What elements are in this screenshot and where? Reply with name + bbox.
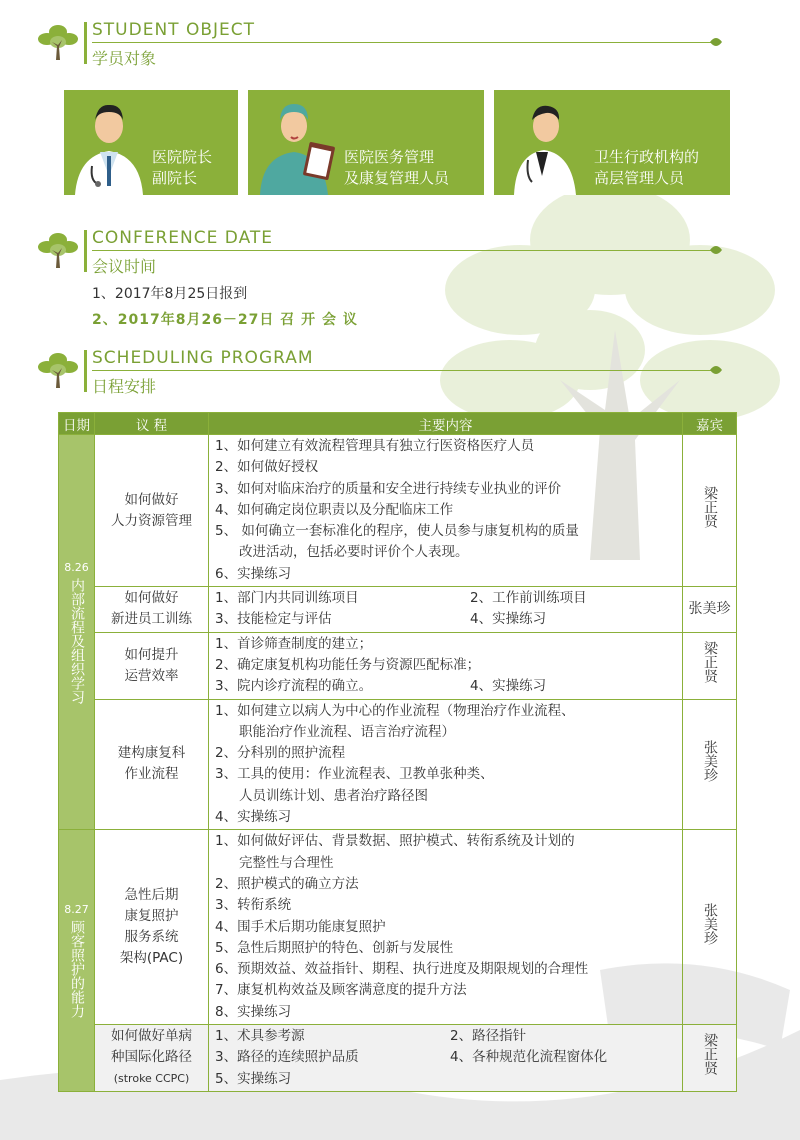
student-card-health-admin: [494, 90, 730, 195]
content-cell: [209, 435, 683, 587]
student-card-director: [64, 90, 238, 195]
scheduling-header: [36, 348, 736, 398]
guest-name: 张美珍: [702, 902, 718, 945]
content-item: 4、实操练习: [215, 809, 292, 826]
topic-line: 种国际化路径: [111, 1049, 192, 1066]
content-item: 2、确定康复机构功能任务与资源匹配标准；: [215, 656, 481, 673]
content-item: 5、 如何确立一套标准化的程序，使人员参与康复机构的质量: [215, 523, 579, 540]
card-label-line2: 及康复管理人员: [344, 169, 450, 187]
content-cell: [209, 830, 683, 1025]
topic-cell: [95, 632, 209, 699]
content-cell: [209, 587, 683, 633]
conference-date-header: [36, 228, 736, 278]
student-cards: [64, 90, 730, 195]
card-label-line1: 医院院长: [152, 148, 213, 166]
leaf-icon: [709, 364, 723, 376]
topic-line: 运营效率: [124, 667, 179, 684]
topic-cell: [95, 587, 209, 633]
student-card-medical-management: [248, 90, 484, 195]
content-item: 完整性与合理性: [239, 854, 334, 871]
topic-line: 康复照护: [124, 908, 179, 925]
content-item: 职能治疗作业流程、语言治疗流程）: [239, 723, 455, 740]
topic-cell: [95, 1025, 209, 1092]
content-item: 3、路径的连续照护品质: [215, 1049, 359, 1066]
card-label-line2: 高层管理人员: [594, 169, 685, 187]
topic-cell: [95, 830, 209, 1025]
table-row: [59, 587, 737, 633]
content-item: 1、首诊筛查制度的建立；: [215, 635, 373, 652]
doctor-profile-icon: [510, 98, 580, 195]
date-registration: 1、2017年8月25日报到: [92, 286, 248, 302]
content-cell: [209, 699, 683, 830]
content-item: 6、实操练习: [215, 565, 292, 582]
header-content: 主要内容: [209, 413, 683, 435]
day1-cell: [59, 435, 95, 830]
topic-line: 服务系统: [124, 929, 179, 946]
header-day: 日期: [59, 413, 95, 435]
table-row: [59, 699, 737, 830]
topic-line: 新进员工训练: [111, 611, 192, 628]
content-cell: [209, 632, 683, 699]
content-item: 3、技能检定与评估: [215, 611, 332, 628]
date-meeting: 2、2017年8月26－27日 召 开 会 议: [92, 312, 358, 328]
guest-name: 张美珍: [688, 600, 731, 617]
card-label-line1: 卫生行政机构的: [594, 148, 700, 166]
card-label-line2: 副院长: [152, 169, 198, 187]
guest-name: 张美珍: [702, 739, 718, 782]
content-item: 4、围手术后期功能康复照护: [215, 918, 386, 935]
content-item: 4、实操练习: [470, 678, 547, 695]
content-item: 2、路径指针: [450, 1028, 527, 1045]
content-item: 3、院内诊疗流程的确立。: [215, 678, 373, 695]
guest-cell: [683, 435, 737, 587]
guest-cell: [683, 587, 737, 633]
content-item: 5、实操练习: [215, 1070, 292, 1087]
topic-line: 作业流程: [124, 766, 179, 783]
content-item: 1、部门内共同训练项目: [215, 590, 359, 607]
content-item: 2、分科别的照护流程: [215, 745, 346, 762]
header-topic: 议 程: [95, 413, 209, 435]
section-title-cn: 会议时间: [92, 257, 157, 276]
content-item: 8、实操练习: [215, 1003, 292, 1020]
day-number: 8.26: [64, 560, 89, 574]
topic-cell: [95, 435, 209, 587]
content-item: 改进活动，包括必要时评价个人表现。: [239, 544, 469, 561]
section-title-en: STUDENT OBJECT: [92, 20, 256, 40]
guest-cell: [683, 699, 737, 830]
content-item: 1、如何建立有效流程管理具有独立行医资格医疗人员: [215, 438, 535, 454]
content-item: 1、如何建立以病人为中心的作业流程（物理治疗作业流程、: [215, 702, 575, 719]
guest-name: 梁正贤: [702, 641, 718, 684]
day2-cell: [59, 830, 95, 1092]
content-cell: [209, 1025, 683, 1092]
content-item: 1、如何做好评估、背景数据、照护模式、转衔系统及计划的: [215, 833, 575, 850]
content-item: 4、各种规范化流程窗体化: [450, 1049, 608, 1066]
tree-icon: [36, 228, 80, 272]
content-item: 6、预期效益、效益指针、期程、执行进度及期限规划的合理性: [215, 961, 589, 978]
content-item: 3、工具的使用：作业流程表、卫教单张种类、: [215, 766, 494, 783]
conference-dates: [92, 283, 358, 329]
section-title-cn: 学员对象: [92, 49, 157, 68]
student-object-header: [36, 20, 736, 70]
leaf-icon: [709, 36, 723, 48]
schedule-table: [58, 412, 737, 1092]
day-number: 8.27: [64, 903, 89, 917]
topic-line: 如何提升: [124, 646, 179, 663]
topic-line: 急性后期: [124, 887, 179, 904]
topic-line: 人力资源管理: [111, 512, 192, 529]
table-row: [59, 435, 737, 587]
topic-line: (stroke CCPC): [113, 1072, 190, 1086]
day-theme: 内部流程及组织学习: [69, 577, 85, 704]
section-title-cn: 日程安排: [92, 377, 157, 396]
guest-name: 梁正贤: [702, 1033, 718, 1076]
topic-line: 架构(PAC): [119, 950, 184, 967]
leaf-icon: [709, 244, 723, 256]
topic-line: 如何做好: [124, 491, 179, 508]
content-item: 7、康复机构效益及顾客满意度的提升方法: [215, 982, 467, 999]
content-item: 2、工作前训练项目: [470, 590, 587, 607]
content-item: 人员训练计划、患者治疗路径图: [239, 787, 428, 804]
day-theme: 顾客照护的能力: [69, 920, 85, 1019]
tree-icon: [36, 348, 80, 392]
header-guest: 嘉宾: [683, 413, 737, 435]
section-title-en: CONFERENCE DATE: [92, 228, 273, 248]
guest-name: 梁正贤: [702, 486, 718, 529]
section-title-en: SCHEDULING PROGRAM: [92, 348, 314, 368]
guest-cell: [683, 830, 737, 1025]
tree-icon: [36, 20, 80, 64]
content-item: 4、如何确定岗位职责以及分配临床工作: [215, 501, 454, 518]
topic-line: 如何做好单病: [111, 1028, 192, 1045]
topic-cell: [95, 699, 209, 830]
card-label-line1: 医院医务管理: [344, 148, 435, 166]
topic-line: 如何做好: [124, 590, 179, 607]
table-row: [59, 632, 737, 699]
table-row: [59, 830, 737, 1025]
content-item: 2、照护模式的确立方法: [215, 875, 359, 892]
content-item: 4、实操练习: [470, 611, 547, 628]
content-item: 1、术具参考源: [215, 1028, 305, 1045]
table-row: [59, 1025, 737, 1092]
content-item: 5、急性后期照护的特色、创新与发展性: [215, 939, 454, 956]
content-item: 3、转衔系统: [215, 897, 292, 914]
table-header-row: [59, 413, 737, 435]
content-item: 2、如何做好授权: [215, 459, 319, 476]
topic-line: 建构康复科: [117, 745, 186, 762]
guest-cell: [683, 632, 737, 699]
doctor-male-icon: [70, 96, 148, 195]
nurse-clipboard-icon: [254, 94, 344, 195]
content-item: 3、如何对临床治疗的质量和安全进行持续专业执业的评价: [215, 480, 562, 497]
guest-cell: [683, 1025, 737, 1092]
